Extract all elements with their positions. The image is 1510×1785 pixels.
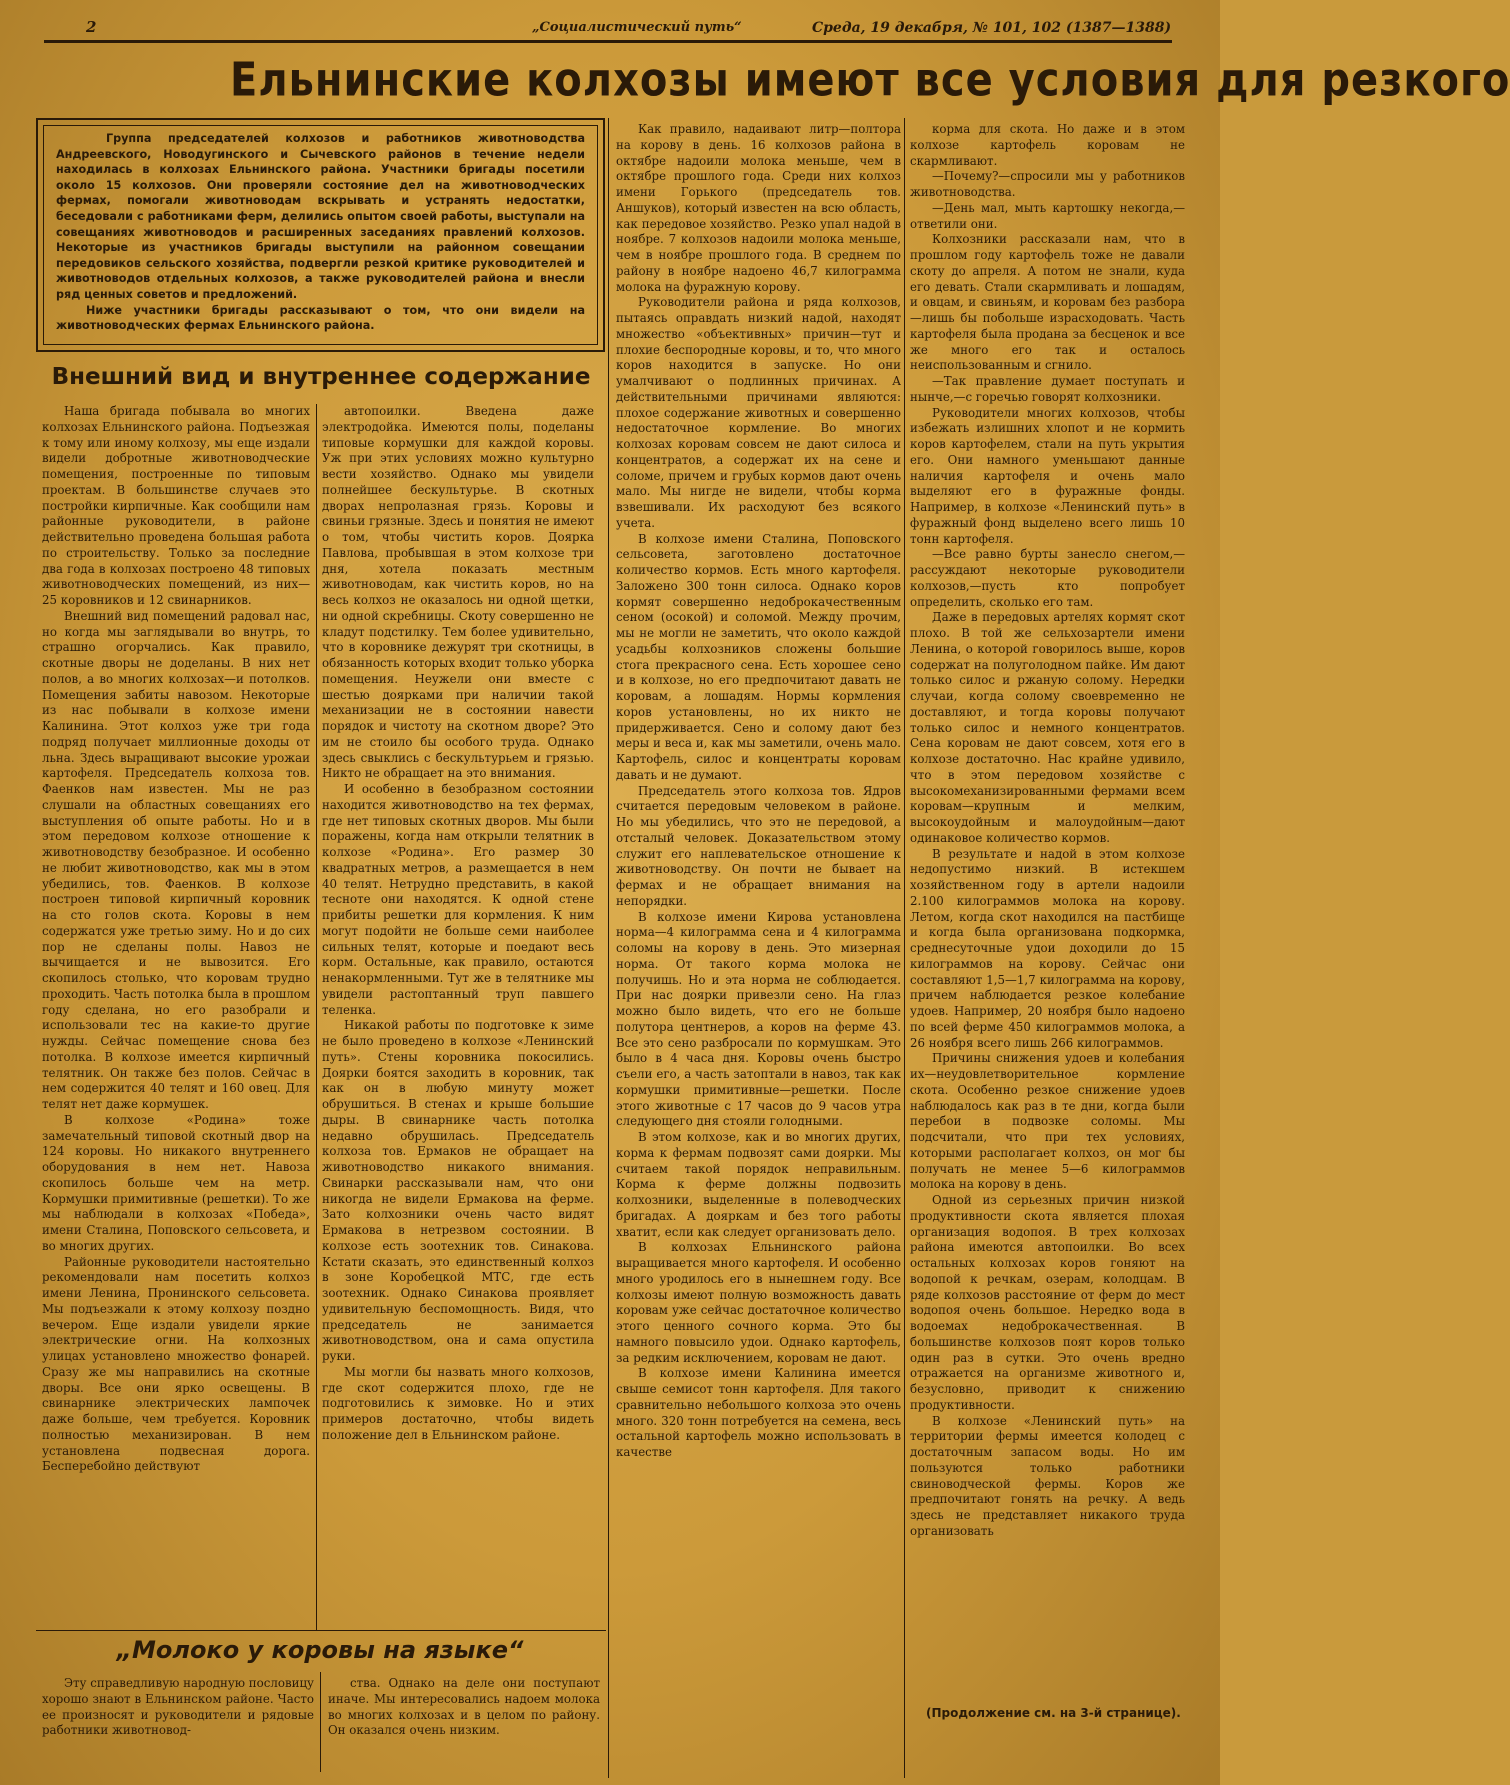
paragraph: Наша бригада побывала во многих колхозах Ельнинского района. Подъезжая к тому или иному колхозу, мы еще издали видели добротные животноводческие помещения, построенные по типовым проектам. В большинстве случаев это постройки кирпичные. Как сообщили нам районные руководители, в районе действительно проведена большая работа по строительству. Только за последние два года в колхозах построено 48 типовых животноводческих помещений, из них— 25 коровников и 12 свинарников. (42, 404, 310, 607)
paragraph: В колхозе имени Кирова установлена норма—4 килограмма сена и 4 килограмма соломы на корову в день. Это мизерная норма. От такого корма молока не получишь. Но и эта норма не соблюдается. При нас доярки привезли сено. На глаз можно было видеть, что его не больше полутора центнеров, а коров на ферме 43. Все это сено разбросали по кормушкам. Это было в 4 часа дня. Коровы очень быстро съели его, а часть затоптали в навоз, так как кормушки примитивные—решетки. После этого животные с 17 часов до 9 часов утра следующего дня стояли голодными. (616, 909, 901, 1129)
text-column-4 (910, 122, 1185, 1702)
paragraph: В колхозе имени Калинина имеется свыше семисот тонн картофеля. Для такого сравнительно небольшого колхоза это очень много. 320 тонн потребуется на семена, весь остальной картофель можно использовать в качестве (616, 1366, 901, 1459)
paragraph: ства. Однако на деле они поступают иначе. Мы интересовались надоем молока во многих колхозах и в целом по району. Он оказался очень низким. (328, 1676, 600, 1738)
paragraph: Эту справедливую народную пословицу хорошо знают в Ельнинском районе. Часто ее произносят и руководители и рядовые работники животновод- (42, 1676, 314, 1738)
text-column-5 (42, 1676, 314, 1772)
text-column-3 (616, 122, 901, 1752)
article-headline: Ельнинские колхозы имеют все условия для резкого (230, 54, 1510, 107)
paragraph: Причины снижения удоев и колебания их—неудовлетворительное кормление скота. Особенно резкое снижение удоев наблюдалось как раз в те дни, когда были перебои в подвозке соломы. Мы подсчитали, что при тех условиях, которыми располагает колхоз, он мог бы получать не менее 5—6 килограммов молока на корову в день. (910, 1051, 1185, 1192)
section-rule (36, 1630, 606, 1631)
paragraph: В этом колхозе, как и во многих других, корма к фермам подвозят сами доярки. Мы считаем такой порядок неправильным. Корма к ферме должны подвозить колхозники, выделенные в полеводческих бригадах. А дояркам и без того работы хватит, если как следует организовать дело. (616, 1130, 901, 1239)
intro-paragraph: Ниже участники бригады рассказывают о том, что они видели на животноводческих фермах Ельнинского района. (56, 303, 585, 333)
paragraph: Как правило, надаивают литр—полтора на корову в день. 16 колхозов района в октябре надоили молока меньше, чем в октябре прошлого года. Среди них колхоз имени Горького (председатель тов. Аншуков), который известен на всю область, как передовое хозяйство. Резко упал надой в ноябре. 7 колхозов надоили молока меньше, чем в ноябре прошлого года. В среднем по району в ноябре надоено 46,7 килограмма молока на фуражную корову. (616, 122, 901, 294)
newspaper-name: „Социалистический путь“ (532, 20, 742, 35)
paragraph: корма для скота. Но даже и в этом колхозе картофель коровам не скармливают. (910, 122, 1185, 168)
paragraph: автопоилки. Введена даже электродойка. Имеются полы, поделаны типовые кормушки для каждой коровы. Уж при этих условиях можно культурно вести хозяйство. Однако мы увидели полнейшее бескультурье. В скотных дворах непролазная грязь. Коровы и свиньи грязные. Здесь и понятия не имеют о том, чтобы чистить коров. Доярка Павлова, пробывшая в этом колхозе три дня, хотела показать местным животноводам, как чистить коров, но на весь колхоз не оказалось ни одной щетки, ни одной скребницы. Скоту совершенно не кладут подстилку. Тем более удивительно, что в коровнике дежурят три скотницы, в обязанность которых входит только уборка помещения. Неужели они вместе с шестью доярками при наличии такой механизации не в состоянии навести порядок и чистоту на скотном дворе? Это им не стоило бы особого труда. Однако здесь свыклись с бескультурьем и грязью. Никто не обращает на это внимания. (322, 404, 594, 781)
paragraph: Руководители района и ряда колхозов, пытаясь оправдать низкий надой, находят множество «объективных» причин—тут и плохие беспородные коровы, и то, что много коров находится в запуске. Но они умалчивают о подлинных причинах. А действительными причинами являются: плохое содержание животных и совершенно недостаточное кормление. Во многих колхозах коровам совсем не дают силоса и концентратов, а содержат их на сене и соломе, причем и грубых кормов дают очень мало. Мы нигде не видели, чтобы корма взвешивали. Их расходуют без всякого учета. (616, 295, 901, 530)
continuation-note: (Продолжение см. на 3-й странице). (926, 1706, 1181, 1720)
paragraph: Районные руководители настоятельно рекомендовали нам посетить колхоз имени Ленина, Пронинского сельсовета. Мы подъезжали к этому колхозу поздно вечером. Еще издали увидели яркие электрические огни. На колхозных улицах установлено множество фонарей. Сразу же мы направились на скотные дворы. Все они ярко освещены. В свинарнике электрических лампочек даже больше, чем требуется. Коровник полностью механизирован. В нем установлена подвесная дорога. Бесперебойно действуют (42, 1254, 310, 1474)
paragraph: —Так правление думает поступать и нынче,—с горечью говорят колхозники. (910, 374, 1185, 404)
text-column-2 (322, 404, 594, 1636)
text-column-6 (328, 1676, 600, 1772)
paragraph: В колхозе «Ленинский путь» на территории фермы имеется колодец с достаточным запасом воды. Но им пользуются только работники свиноводческой фермы. Коров же предпочитают гонять на речку. А ведь здесь не представляет никакого труда организовать (910, 1413, 1185, 1538)
paragraph: Руководители многих колхозов, чтобы избежать излишних хлопот и не кормить коров картофелем, стали на путь укрытия его. Они намного уменьшают данные наличия картофеля и очень мало выделяют его в фуражные фонды. Например, в колхозе «Ленинский путь» в фуражный фонд выделено всего лишь 10 тонн картофеля. (910, 405, 1185, 546)
column-rule (320, 1672, 321, 1772)
column-rule (316, 404, 317, 1630)
paragraph: Никакой работы по подготовке к зиме не было проведено в колхозе «Ленинский путь». Стены коровника покосились. Доярки боятся заходить в коровник, так как он в любую минуту может обрушиться. В стенах и крыше большие дыры. В свинарнике часть потолка недавно обрушилась. Председатель колхоза тов. Ермаков не обращает на животноводство никакого внимания. Свинарки рассказывали нам, что они никогда не видели Ермакова на ферме. Зато колхозники очень часто видят Ермакова в нетрезвом состоянии. В колхозе есть зоотехник тов. Синакова. Кстати сказать, это единственный колхоз в зоне Коробецкой МТС, где есть зоотехник. Однако Синакова проявляет удивительную беспомощность. Видя, что председатель не занимается животноводством, она и сама опустила руки. (322, 1018, 594, 1363)
paragraph: Внешний вид помещений радовал нас, но когда мы заглядывали во внутрь, то страшно огорчались. Как правило, скотные дворы не доделаны. В них нет полов, а во многих колхозах—и потолков. Помещения забиты навозом. Некоторые из нас побывали в колхозе имени Калинина. Этот колхоз уже три года подряд получает миллионные доходы от льна. Здесь выращивают высокие урожаи картофеля. Председатель колхоза тов. Фаенков нам известен. Мы не раз слушали на областных совещаниях его выступления об опыте работы. Но и в этом передовом колхозе отношение к животноводству безобразное. И особенно не любит животноводство, как мы в этом убедились, тов. Фаенков. В колхозе построен типовой кирпичный коровник на сто голов скота. Коровы в нем содержатся уже третью зиму. Но и до сих пор не сделаны полы. Навоз не вычищается и не вывозится. Его скопилось столько, что коровам трудно проходить. Часть потолка была в прошлом году сделана, но его разобрали и использовали тес на какие-то другие нужды. Сейчас помещение снова без потолка. В колхозе имеется кирпичный телятник. Он также без полов. Сейчас в нем содержится 40 телят и 160 овец. Для телят нет даже кормушек. (42, 608, 310, 1111)
paragraph: —Все равно бурты занесло снегом,—рассуждают некоторые руководители колхозов,—пусть кто попробует определить, сколько его там. (910, 547, 1185, 609)
section-title: Внешний вид и внутреннее содержание (51, 364, 591, 390)
intro-paragraph: Группа председателей колхозов и работников животноводства Андреевского, Новодугинского и Сычевского районов в течение недели находилась в колхозах Ельнинского района. Участники бригады посетили около 15 колхозов. Они проверяли состояние дел на животноводческих фермах, помогали животноводам вскрывать и устранять недостатки, беседовали с работниками ферм, делились опытом своей работы, выступали на совещаниях животноводов и расширенных заседаниях правлений колхозов. Некоторые из участников бригады выступили на районном совещании передовиков сельского хозяйства, подвергли резкой критике руководителей и животноводов отдельных колхозов, а также руководителей района и внесли ряд ценных советов и предложений. (56, 132, 585, 301)
paragraph: Председатель этого колхоза тов. Ядров считается передовым человеком в районе. Но мы убедились, что это не передовой, а отсталый человек. Доказательством этому служит его наплевательское отношение к животноводству. Он почти не бывает на фермах и не обращает внимания на непорядки. (616, 783, 901, 908)
paragraph: В результате и надой в этом колхозе недопустимо низкий. В истекшем хозяйственном году в артели надоили 2.100 килограммов молока на корову. Летом, когда скот находился на пастбище и когда была организована подкормка, среднесуточные удои доходили до 15 килограммов на корову. Сейчас они составляют 1,5—1,7 килограмма на корову, причем наблюдается резкое колебание удоев. Например, 20 ноября было надоено по всей ферме 450 килограммов молока, а 26 ноября всего лишь 266 килограммов. (910, 846, 1185, 1050)
paragraph: В колхозах Ельнинского района выращивается много картофеля. И особенно много уродилось его в нынешнем году. Все колхозы имеют полную возможность давать коровам уже сейчас достаточное количество этого ценного сочного корма. Это бы намного повысило удои. Однако картофель, за редким исключением, коровам не дают. (616, 1240, 901, 1365)
page-number: 2 (86, 18, 97, 36)
paragraph: Одной из серьезных причин низкой продуктивности скота является плохая организация водопоя. В трех колхозах района имеются автопоилки. Во всех остальных колхозах коров гоняют на водопой к речкам, озерам, колодцам. В ряде колхозов расстояние от ферм до мест водопоя очень большое. Нередко вода в водоемах недоброкачественная. В большинстве колхозов поят коров только один раз в сутки. Это очень вредно отражается на организме животного и, безусловно, приводит к снижению продуктивности. (910, 1193, 1185, 1412)
paragraph: В колхозе имени Сталина, Поповского сельсовета, заготовлено достаточное количество кормов. Есть много картофеля. Заложено 300 тонн силоса. Однако коров кормят совершенно недоброкачественным сеном (осокой) и соломой. Между прочим, мы не могли не заметить, что около каждой усадьбы колхозников сложены большие стога прекрасного сена. Есть хорошее сено и в колхозе, но его предпочитают давать не коровам, а лошадям. Нормы кормления коров установлены, но их никто не придерживается. Сено и солому дают без меры и веса и, как мы заметили, очень мало. Картофель, силос и концентраты коровам давать и не думают. (616, 531, 901, 782)
paragraph: —Почему?—спросили мы у работников животноводства. (910, 169, 1185, 199)
paragraph: —День мал, мыть картошку некогда,—ответили они. (910, 200, 1185, 231)
text-column-1 (42, 404, 310, 1636)
paragraph: Колхозники рассказали нам, что в прошлом году картофель тоже не давали скоту до апреля. А потом не знали, куда его девать. Стали скармливать и лошадям, и овцам, и свиньям, и коровам без разбора—лишь бы побольше израсходовать. Часть картофеля была продана за бесценок и все же много его так и осталось неиспользованным и сгнило. (910, 232, 1185, 373)
intro-box (36, 118, 605, 352)
issue-date: Среда, 19 декабря, № 101, 102 (1387—1388) (812, 20, 1172, 36)
paragraph: Мы могли бы назвать много колхозов, где скот содержится плохо, где не подготовились к зимовке. Но и этих примеров достаточно, чтобы видеть положение дел в Ельнинском районе. (322, 1364, 594, 1442)
section-title: „Молоко у коровы на языке“ (116, 1636, 524, 1664)
column-rule (608, 118, 609, 1778)
page-header (44, 18, 1172, 43)
column-rule (904, 118, 905, 1778)
paragraph: Даже в передовых артелях кормят скот плохо. В той же сельхозартели имени Ленина, о которой говорилось выше, коров содержат на полуголодном пайке. Им дают только силос и ржаную солому. Нередки случаи, когда солому своевременно не доставляют, и тогда коровы получают только силос и немного концентратов. Сена коровам не дают совсем, хотя его в колхозе достаточно. Нас крайне удивило, что в этом передовом хозяйстве с высокомеханизированными фермами всем коровам—крупным и мелким, высокоудойным и малоудойным—дают одинаковое количество кормов. (910, 610, 1185, 845)
paragraph: И особенно в безобразном состоянии находится животноводство на тех фермах, где нет типовых скотных дворов. Мы были поражены, когда нам открыли телятник в колхозе «Родина». Его размер 30 квадратных метров, а размещается в нем 40 телят. Нетрудно представить, в какой тесноте они находятся. К одной стене прибиты решетки для кормления. К ним могут подойти не больше семи наиболее сильных телят, которые и поедают весь корм. Остальные, как правило, остаются ненакормленными. Тут же в телятнике мы увидели растоптанный труп павшего теленка. (322, 782, 594, 1017)
paragraph: В колхозе «Родина» тоже замечательный типовой скотный двор на 124 коровы. Но никакого внутреннего оборудования в нем нет. Навоза скопилось больше чем на метр. Кормушки примитивные (решетки). То же мы наблюдали в колхозах «Победа», имени Сталина, Поповского сельсовета, и во многих других. (42, 1112, 310, 1253)
